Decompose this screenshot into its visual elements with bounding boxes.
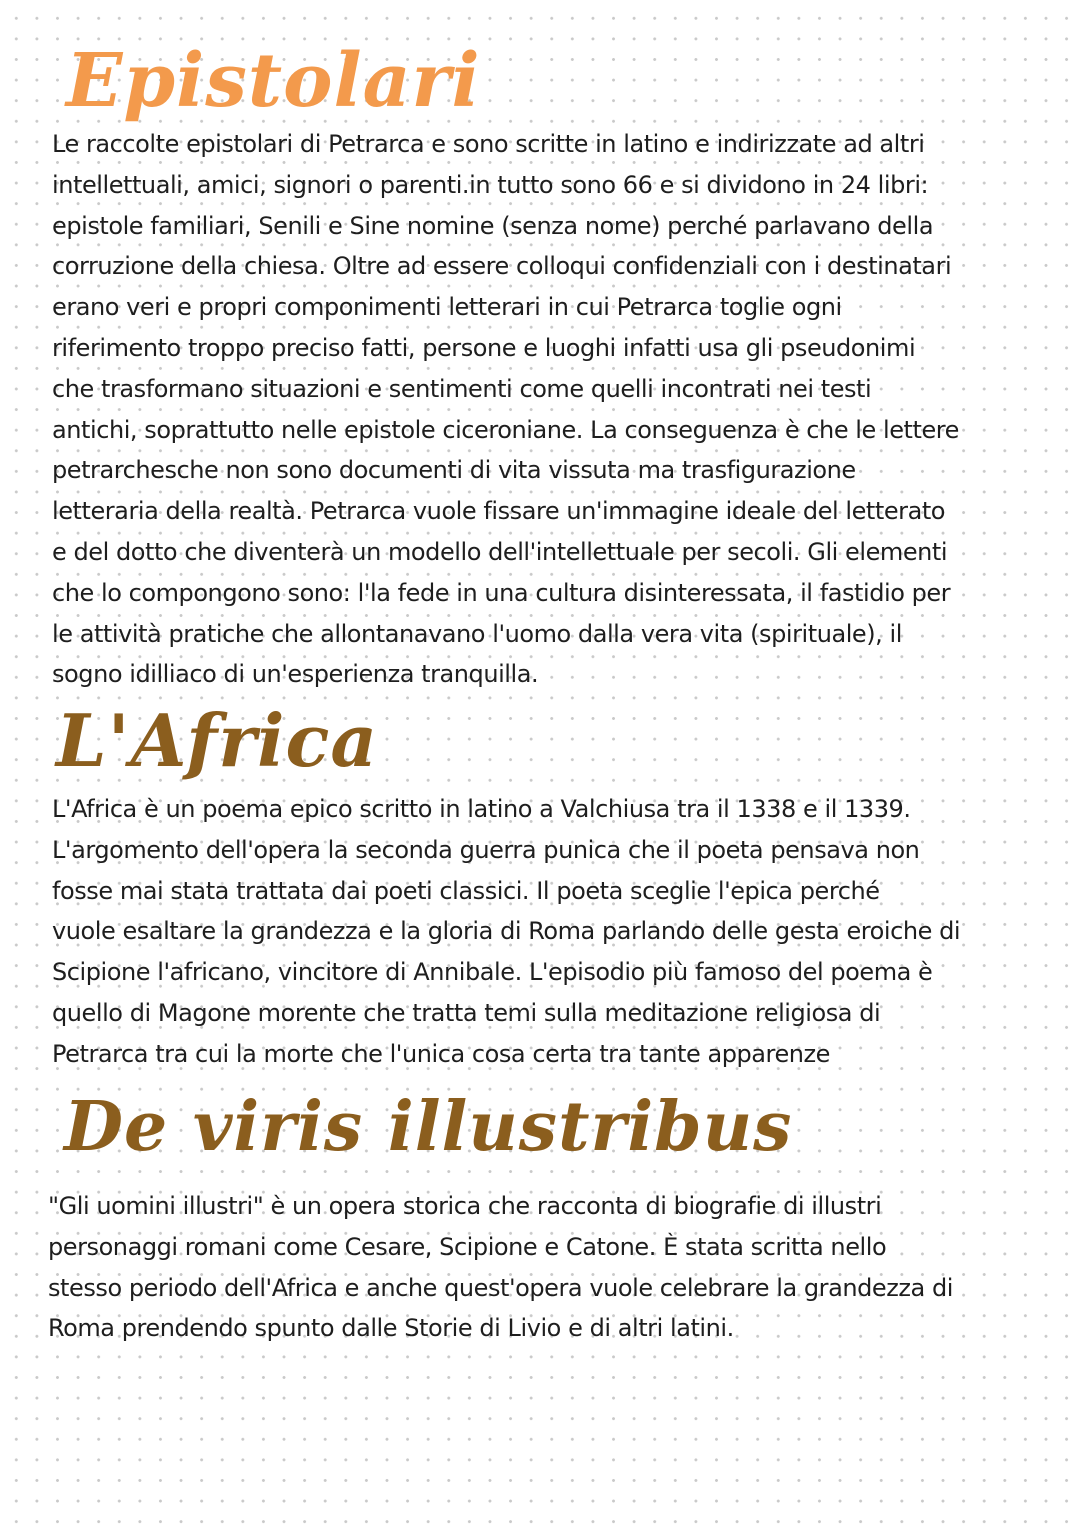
text-line: Petrarca tra cui la morte che l'unica cosa certa tra tante apparenze (52, 1039, 830, 1068)
text-line: "Gli uomini illustri" è un opera storica che racconta di biografie di illustri (48, 1192, 882, 1220)
text-line: e del dotto che diventerà un modello dell'intellettuale per secoli. Gli elementi (52, 537, 948, 566)
text-line: che trasformano situazioni e sentimenti come quelli incontrati nei testi (52, 374, 872, 403)
text-line: personaggi romani come Cesare, Scipione e Catone. È stata scritta nello (48, 1232, 887, 1261)
paragraph-de-viris-illustribus (48, 1186, 953, 1349)
text-line: Le raccolte epistolari di Petrarca e sono scritte in latino e indirizzate ad altri (52, 130, 925, 158)
paragraph-epistolari (52, 124, 959, 695)
text-line: vuole esaltare la grandezza e la gloria di Roma parlando delle gesta eroiche di (52, 917, 961, 946)
text-line: L'Africa è un poema epico scritto in latino a Valchiusa tra il 1338 e il 1339. (52, 795, 911, 823)
text-line: stesso periodo dell'Africa e anche quest'opera vuole celebrare la grandezza di (48, 1273, 953, 1302)
text-line: erano veri e propri componimenti letterari in cui Petrarca toglie ogni (52, 293, 842, 322)
heading-africa: L'Africa (56, 698, 379, 783)
text-line: L'argomento dell'opera la seconda guerra punica che il poeta pensava non (52, 835, 920, 864)
text-line: letteraria della realtà. Petrarca vuole fissare un'immagine ideale del letterato (52, 497, 946, 526)
paragraph-africa (52, 789, 960, 1075)
heading-epistolari: Epistolari (66, 38, 481, 124)
text-line: petrarchesche non sono documenti di vita vissuta ma trasfigurazione (52, 456, 856, 485)
text-line: fosse mai stata trattata dai poeti classici. Il poeta sceglie l'epica perché (52, 876, 880, 905)
text-line: che lo compongono sono: l'la fede in una cultura disinteressata, il fastidio per (52, 578, 951, 607)
text-line: sogno idilliaco di un'esperienza tranquilla. (52, 660, 539, 689)
text-line: antichi, soprattutto nelle epistole ciceroniane. La conseguenza è che le lettere (52, 415, 959, 444)
heading-de-viris-illustribus: De viris illustribus (64, 1087, 793, 1167)
text-line: riferimento troppo preciso fatti, persone e luoghi infatti usa gli pseudonimi (52, 333, 916, 362)
text-line: intellettuali, amici, signori o parenti.in tutto sono 66 e si dividono in 24 libri: (52, 170, 929, 199)
text-line: Scipione l'africano, vincitore di Annibale. L'episodio più famoso del poema è (52, 958, 933, 987)
text-line: le attività pratiche che allontanavano l'uomo dalla vera vita (spirituale), il (52, 619, 902, 648)
text-line: corruzione della chiesa. Oltre ad essere colloqui confidenziali con i destinatari (52, 252, 952, 281)
text-line: epistole familiari, Senili e Sine nomine (senza nome) perché parlavano della (52, 211, 934, 240)
text-line: quello di Magone morente che tratta temi sulla meditazione religiosa di (52, 998, 881, 1027)
text-line: Roma prendendo spunto dalle Storie di Livio e di altri latini. (48, 1314, 734, 1343)
